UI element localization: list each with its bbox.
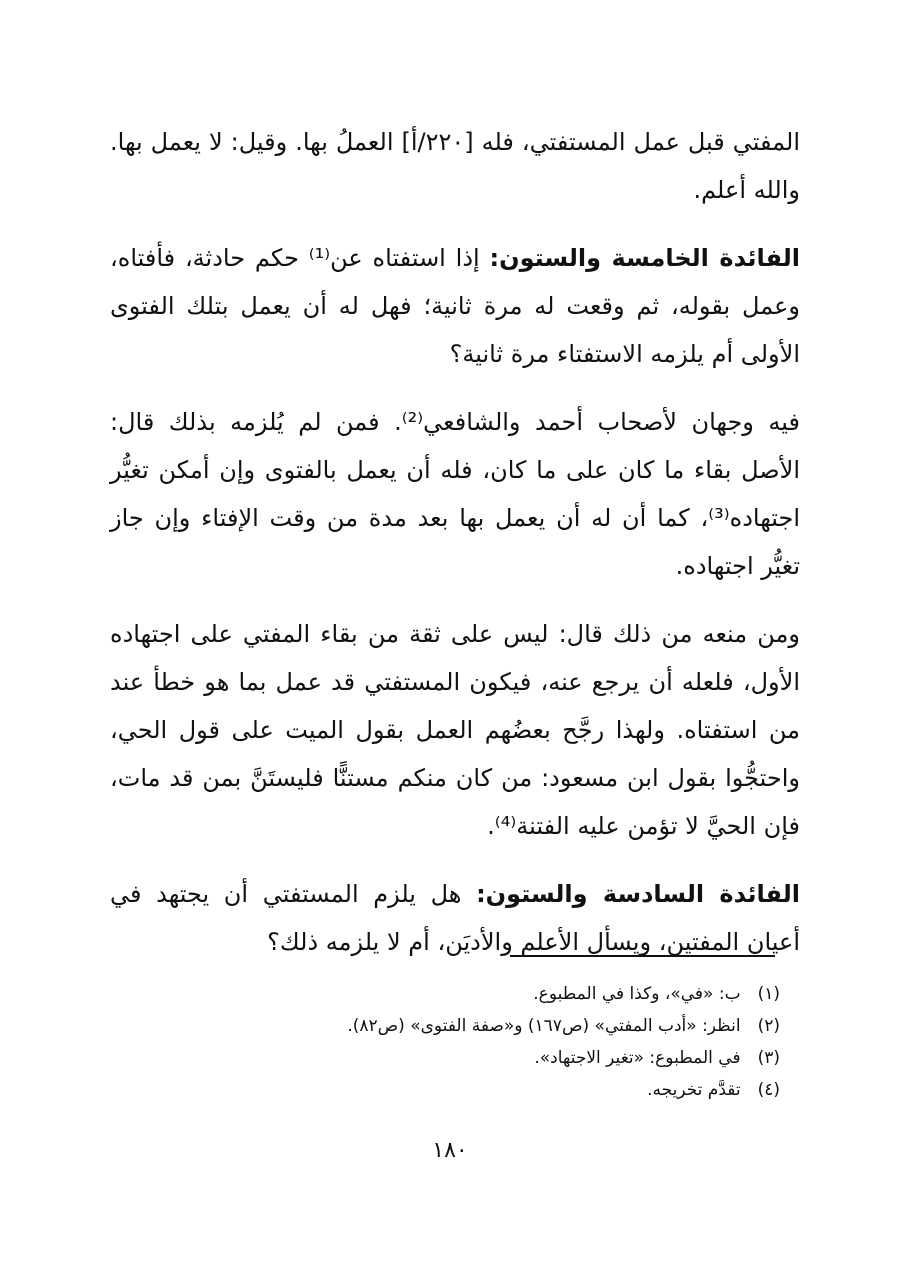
footnote-1 (110, 978, 780, 1010)
page-number: ١٨٠ (432, 1138, 468, 1163)
paragraph-text: ومن منعه من ذلك قال: ليس على ثقة من بقاء المفتي على اجتهاده الأول، فلعله أن يرجع عنه، فيكون المستفتي قد عمل بما هو خطأ عند من استفتاه. ولهذا رجَّح بعضُهم العمل بقول الميت على قول الحي، واحتجُّوا بقول ابن مسعود: من كان منكم مستنًّا فليستَنَّ بمن قد مات، فإن الحيَّ لا تؤمن عليه الفتنة⁽⁴⁾. (110, 620, 800, 840)
paragraph-text: فيه وجهان لأصحاب أحمد والشافعي⁽²⁾. فمن لم يُلزمه بذلك قال: الأصل بقاء ما كان على ما كان، فله أن يعمل بالفتوى وإن أمكن تغيُّر اجتهاده⁽³⁾، كما أن له أن يعمل بها بعد مدة من وقت الإفتاء وإن جاز تغيُّر اجتهاده. (110, 408, 800, 580)
footnote-text: انظر: «أدب المفتي» (ص١٦٧) و«صفة الفتوى» (ص٨٢). (347, 1016, 741, 1036)
paragraph-3 (110, 398, 800, 590)
footnote-divider (510, 955, 775, 957)
footnotes (110, 978, 780, 1106)
main-text (110, 118, 800, 986)
paragraph-4 (110, 610, 800, 850)
paragraph-2 (110, 234, 800, 378)
paragraph-text: المفتي قبل عمل المستفتي، فله [٢٢٠/أ] العملُ بها. وقيل: لا يعمل بها. والله أعلم. (110, 128, 800, 204)
footnote-number: (٤) (757, 1080, 780, 1100)
footnote-text: تقدَّم تخريجه. (647, 1080, 741, 1100)
paragraph-text: إذا استفتاه عن⁽¹⁾ حكم حادثة، فأفتاه، وعمل بقوله، ثم وقعت له مرة ثانية؛ فهل له أن يعمل بتلك الفتوى الأولى أم يلزمه الاستفتاء مرة ثانية؟ (110, 244, 800, 368)
paragraph-5 (110, 870, 800, 966)
footnote-number: (٢) (757, 1016, 780, 1036)
footnote-4 (110, 1074, 780, 1106)
footnote-text: ب: «في»، وكذا في المطبوع. (533, 984, 741, 1004)
footnote-2 (110, 1010, 780, 1042)
paragraph-1 (110, 118, 800, 214)
paragraph-heading: الفائدة الخامسة والستون: (489, 244, 800, 272)
paragraph-heading: الفائدة السادسة والستون: (476, 880, 800, 908)
footnote-number: (١) (757, 984, 780, 1004)
footnote-text: في المطبوع: «تغير الاجتهاد». (534, 1048, 741, 1068)
paragraph-text: هل يلزم المستفتي أن يجتهد في أعيان المفتين، ويسأل الأعلم والأديَن، أم لا يلزمه ذلك؟ (110, 880, 800, 956)
footnote-number: (٣) (757, 1048, 780, 1068)
footnote-3 (110, 1042, 780, 1074)
